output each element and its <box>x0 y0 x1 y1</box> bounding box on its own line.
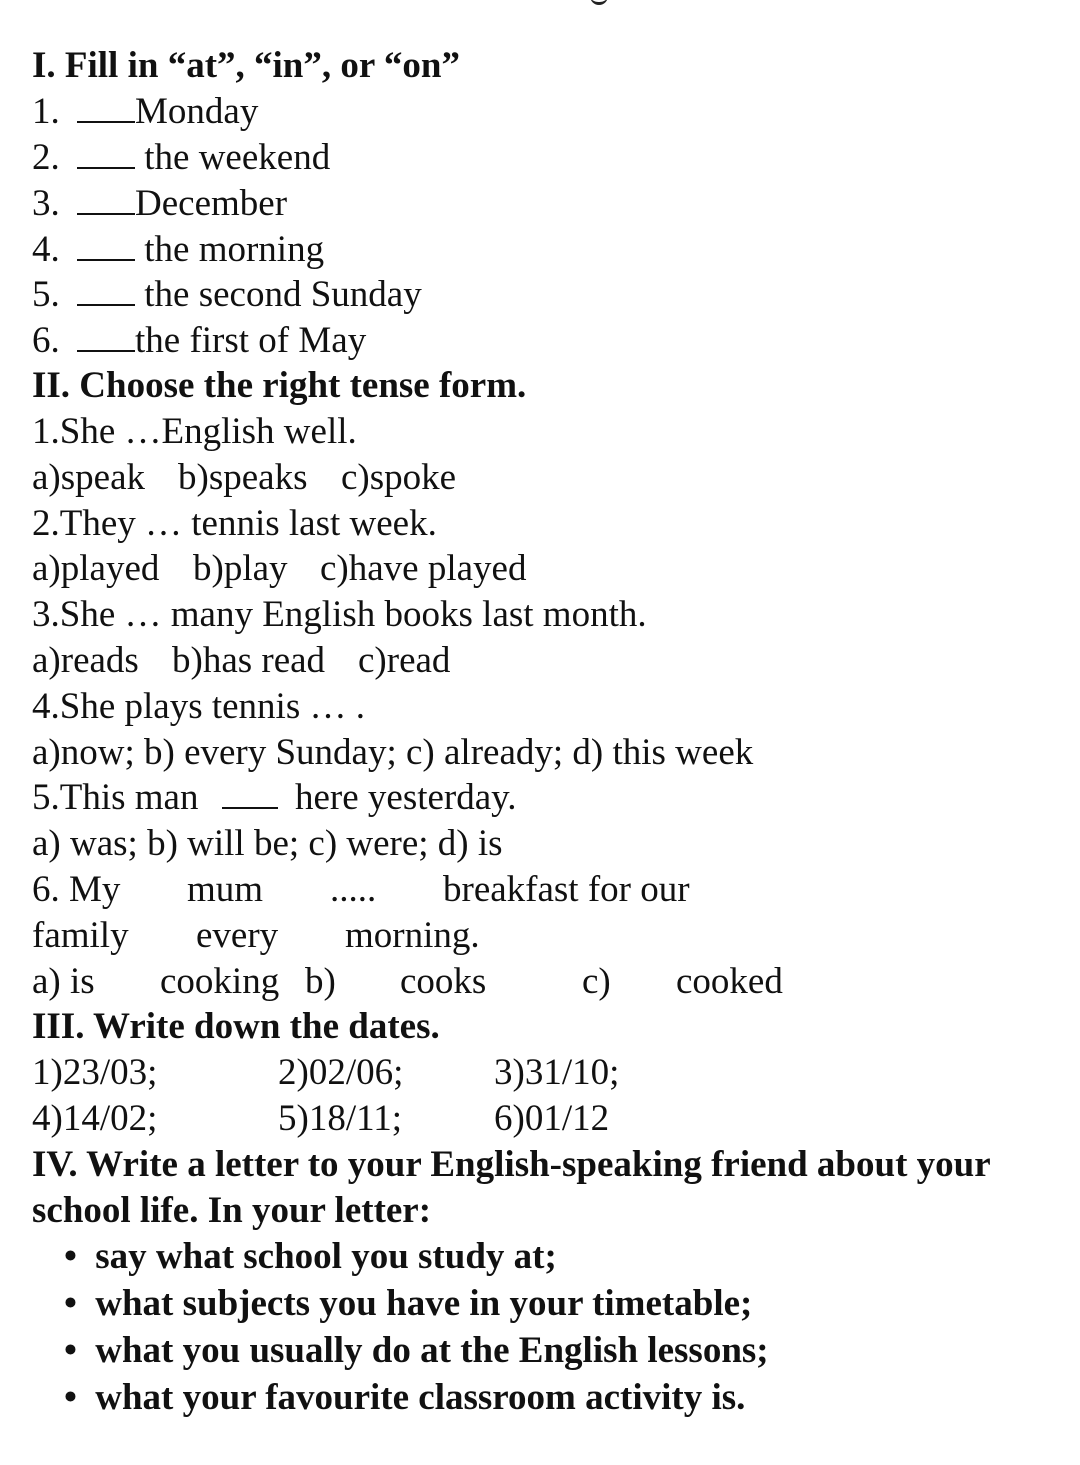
date-item: 5)18/11; <box>278 1098 403 1139</box>
bullet-icon: • <box>64 1283 77 1324</box>
section-2-title: II. Choose the right tense form. <box>32 365 527 406</box>
item-number: 3. <box>32 183 60 224</box>
item-number: 4. <box>32 229 60 270</box>
option-b: b)speaks <box>178 457 308 498</box>
bullet-text: what subjects you have in your timetable; <box>95 1283 753 1324</box>
item-text: the morning <box>135 229 325 270</box>
option-c: c)read <box>358 640 451 681</box>
option-word: cooked <box>676 961 783 1002</box>
option-c: c)spoke <box>341 457 457 498</box>
option-a: a)reads <box>32 640 139 681</box>
bullet-icon: • <box>64 1236 77 1277</box>
task-bullet <box>64 1376 745 1420</box>
answer-blank <box>77 91 135 123</box>
section-1-title: I. Fill in “at”, “in”, or “on” <box>32 45 460 86</box>
option-c: c)have played <box>320 548 527 589</box>
option-word: cooks <box>400 961 487 1002</box>
stem-word: ..... <box>330 869 377 910</box>
item-number: 1. <box>32 91 60 132</box>
fill-item <box>32 319 366 363</box>
stem-word: mum <box>187 869 264 910</box>
question-5-stem <box>32 776 517 820</box>
item-number: 6. <box>32 320 60 361</box>
option-b: b)has read <box>172 640 326 681</box>
answer-blank <box>77 183 135 215</box>
option-word: b) <box>305 961 336 1002</box>
option-a: a)played <box>32 548 160 589</box>
item-number: 2. <box>32 137 60 178</box>
stem-word: every <box>196 915 279 956</box>
question-5-options: a) was; b) will be; c) were; d) is <box>32 823 503 864</box>
question-2-stem: 2.They … tennis last week. <box>32 503 437 544</box>
date-item: 2)02/06; <box>278 1052 404 1093</box>
fill-item <box>32 90 258 134</box>
fill-item <box>32 136 330 180</box>
fill-item <box>32 228 324 272</box>
stem-word: family <box>32 915 129 956</box>
date-item: 4)14/02; <box>32 1098 158 1139</box>
bullet-icon: • <box>64 1330 77 1371</box>
answer-blank <box>77 320 135 352</box>
date-item: 3)31/10; <box>494 1052 620 1093</box>
option-a: a)speak <box>32 457 145 498</box>
cropped-text-fragment <box>590 0 608 5</box>
option-word: cooking <box>160 961 280 1002</box>
date-item: 6)01/12 <box>494 1098 610 1139</box>
section-3-title: III. Write down the dates. <box>32 1006 440 1047</box>
bullet-text: what your favourite classroom activity is. <box>95 1377 746 1418</box>
task-bullet <box>64 1282 752 1326</box>
bullet-icon: • <box>64 1377 77 1418</box>
item-text: the first of May <box>135 320 367 361</box>
task-bullet <box>64 1235 557 1279</box>
stem-text: here yesterday. <box>294 777 517 818</box>
question-4-stem: 4.She plays tennis … . <box>32 686 365 727</box>
bullet-text: what you usually do at the English lessons; <box>95 1330 769 1371</box>
stem-word: 6. My <box>32 869 121 910</box>
option-word: a) is <box>32 961 95 1002</box>
section-4-title: IV. Write a letter to your English-speaking friend about your <box>32 1144 991 1185</box>
stem-text: 5.This man <box>32 777 199 818</box>
item-text: the second Sunday <box>135 274 422 315</box>
fill-item <box>32 273 422 317</box>
stem-word: breakfast for our <box>443 869 690 910</box>
item-text: Monday <box>135 91 259 132</box>
item-number: 5. <box>32 274 60 315</box>
date-item: 1)23/03; <box>32 1052 158 1093</box>
answer-blank <box>222 777 278 809</box>
answer-blank <box>77 229 135 261</box>
task-bullet <box>64 1329 769 1373</box>
answer-blank <box>77 274 135 306</box>
section-4-title-continued: school life. In your letter: <box>32 1190 432 1231</box>
fill-item <box>32 182 287 226</box>
answer-blank <box>77 137 135 169</box>
item-text: December <box>135 183 288 224</box>
stem-word: morning. <box>345 915 480 956</box>
question-1-stem: 1.She …English well. <box>32 411 357 452</box>
bullet-text: say what school you study at; <box>95 1236 557 1277</box>
option-b: b)play <box>193 548 288 589</box>
question-3-stem: 3.She … many English books last month. <box>32 594 647 635</box>
option-word: c) <box>582 961 611 1002</box>
item-text: the weekend <box>135 137 331 178</box>
question-4-options: a)now; b) every Sunday; c) already; d) this week <box>32 732 754 773</box>
